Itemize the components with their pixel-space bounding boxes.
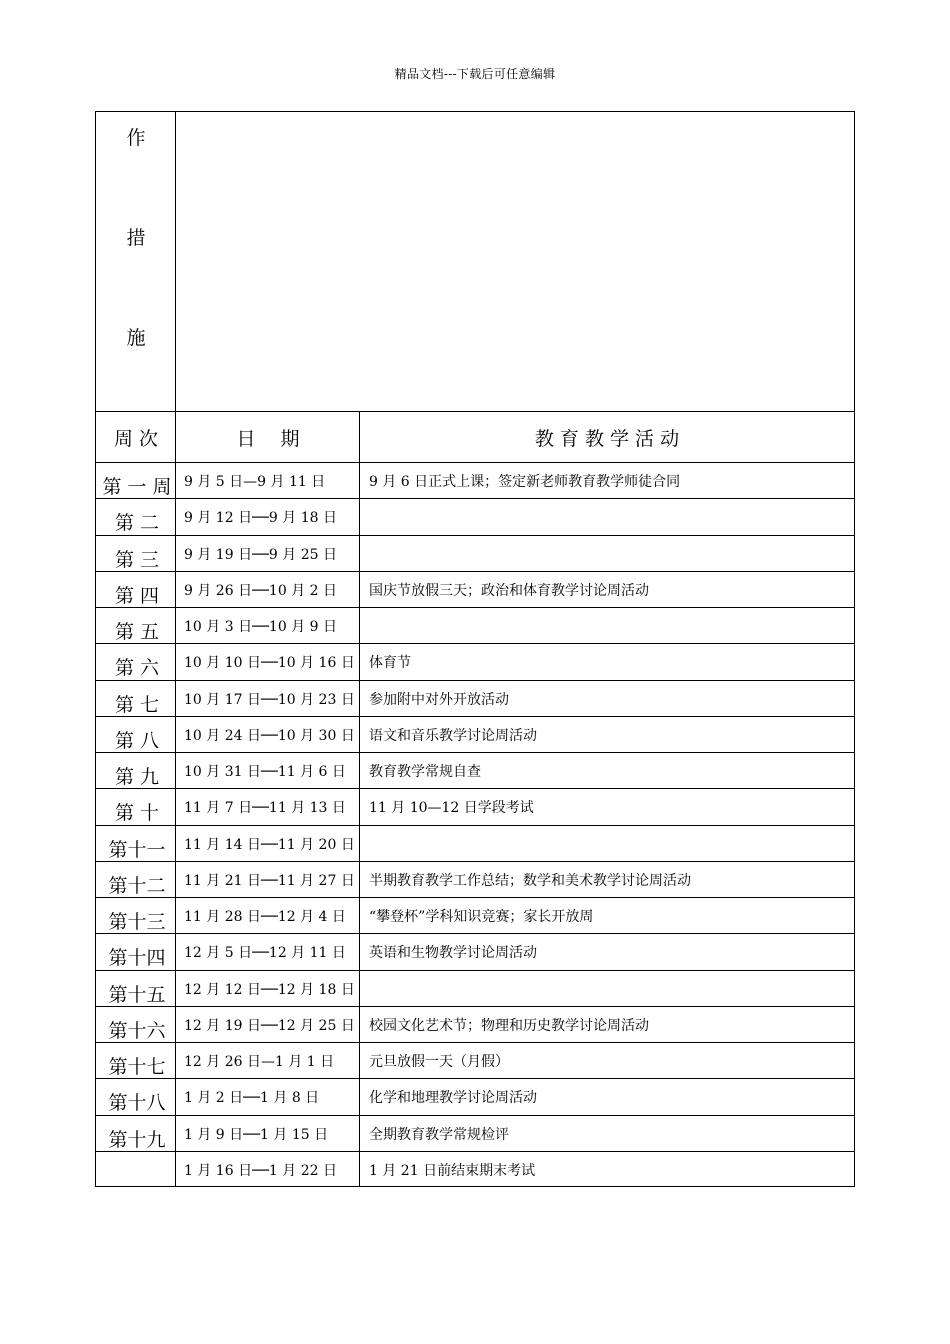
measures-label-char: 措 [126,227,146,249]
date-cell: 12 月 12 日──12 月 18 日 [184,981,355,998]
week-cell: 第 五 [114,621,160,643]
table-row [96,1043,856,1079]
date-cell: 9 月 26 日──10 月 2 日 [184,582,338,599]
table-row [96,1116,856,1152]
date-cell: 10 月 3 日──10 月 9 日 [184,619,338,635]
activity-cell: 1 月 21 日前结束期末考试 [369,1162,536,1179]
table-row [96,753,856,789]
date-cell: 10 月 31 日──11 月 6 日 [184,764,346,780]
table-row [96,717,856,753]
week-cell: 第十六 [108,1019,166,1042]
activity-cell: 体育节 [369,655,411,672]
column-header-date: 日 期 [236,428,300,450]
activity-cell: 半期教育教学工作总结；数学和美术教学讨论周活动 [369,872,691,889]
activity-cell: 全期教育教学常规检评 [369,1126,509,1143]
table-row [96,608,856,644]
activity-cell: 教育教学常规自查 [369,764,481,780]
date-cell: 9 月 12 日──9 月 18 日 [184,510,338,527]
activity-cell: 9 月 6 日正式上课；签定新老师教育教学师徒合同 [369,474,681,490]
table-row [96,499,856,535]
table-row [96,536,856,572]
date-cell: 12 月 26 日—1 月 1 日 [184,1054,335,1070]
activity-cell: “攀登杯”学科知识竞赛；家长开放周 [369,909,594,925]
activity-cell: 英语和生物教学讨论周活动 [369,945,537,962]
date-cell: 10 月 24 日──10 月 30 日 [184,727,355,744]
table-row [96,1007,856,1043]
table-row [96,862,856,898]
table-row [96,898,856,934]
date-cell: 11 月 14 日──11 月 20 日 [184,836,355,853]
activity-cell: 11 月 10—12 日学段考试 [369,800,534,817]
week-cell: 第 六 [114,657,160,680]
week-cell: 第十三 [108,911,166,933]
activity-cell: 元旦放假一天（月假） [369,1054,509,1070]
week-cell: 第 一 周 [102,476,172,498]
page-header: 精品文档---下载后可任意编辑 [394,67,556,81]
date-cell: 10 月 17 日──10 月 23 日 [184,691,355,708]
activity-cell: 化学和地理教学讨论周活动 [369,1090,537,1107]
week-cell: 第十二 [108,874,166,897]
measures-content [176,112,854,411]
table-row [96,789,856,825]
week-cell [96,1152,176,1188]
date-cell: 12 月 19 日──12 月 25 日 [184,1017,355,1034]
activity-cell: 参加附中对外开放活动 [369,691,509,708]
schedule-table [95,111,855,1187]
week-cell: 第 四 [114,584,160,607]
week-cell: 第 二 [114,512,160,535]
date-cell: 11 月 7 日──11 月 13 日 [184,800,346,817]
measures-label [96,112,176,412]
date-cell: 9 月 19 日──9 月 25 日 [184,546,338,563]
week-cell: 第 十 [114,802,160,825]
measures-label-char: 作 [126,127,146,149]
date-cell: 11 月 28 日──12 月 4 日 [184,909,346,925]
week-cell: 第 八 [114,729,160,752]
date-cell: 11 月 21 日──11 月 27 日 [184,872,355,889]
week-cell: 第十一 [108,838,166,861]
date-cell: 1 月 2 日──1 月 8 日 [184,1090,320,1107]
date-cell: 10 月 10 日──10 月 16 日 [184,655,355,672]
column-header-week: 周 次 [113,428,159,450]
table-row [96,1152,856,1188]
activity-cell: 语文和音乐教学讨论周活动 [369,727,537,744]
table-row [96,971,856,1007]
table-row [96,826,856,862]
week-cell: 第十四 [108,947,166,970]
week-cell: 第十五 [108,983,166,1006]
week-cell: 第 七 [114,693,160,716]
table-row [96,934,856,970]
date-cell: 1 月 16 日──1 月 22 日 [184,1162,338,1179]
activity-cell: 校园文化艺术节；物理和历史教学讨论周活动 [369,1017,649,1034]
table-row [96,1079,856,1115]
table-row [96,463,856,499]
week-cell: 第十八 [108,1092,166,1115]
activity-cell: 国庆节放假三天；政治和体育教学讨论周活动 [369,582,649,599]
week-cell: 第十七 [108,1056,166,1078]
date-cell: 12 月 5 日──12 月 11 日 [184,945,346,962]
date-cell: 1 月 9 日──1 月 15 日 [184,1126,329,1143]
date-cell: 9 月 5 日—9 月 11 日 [184,474,326,490]
table-row [96,681,856,717]
week-cell: 第十九 [108,1128,166,1151]
measures-label-char: 施 [126,327,146,349]
table-row [96,572,856,608]
column-header-activity: 教 育 教 学 活 动 [534,428,680,450]
table-row [96,644,856,680]
week-cell: 第 三 [114,548,160,571]
week-cell: 第 九 [114,766,160,788]
